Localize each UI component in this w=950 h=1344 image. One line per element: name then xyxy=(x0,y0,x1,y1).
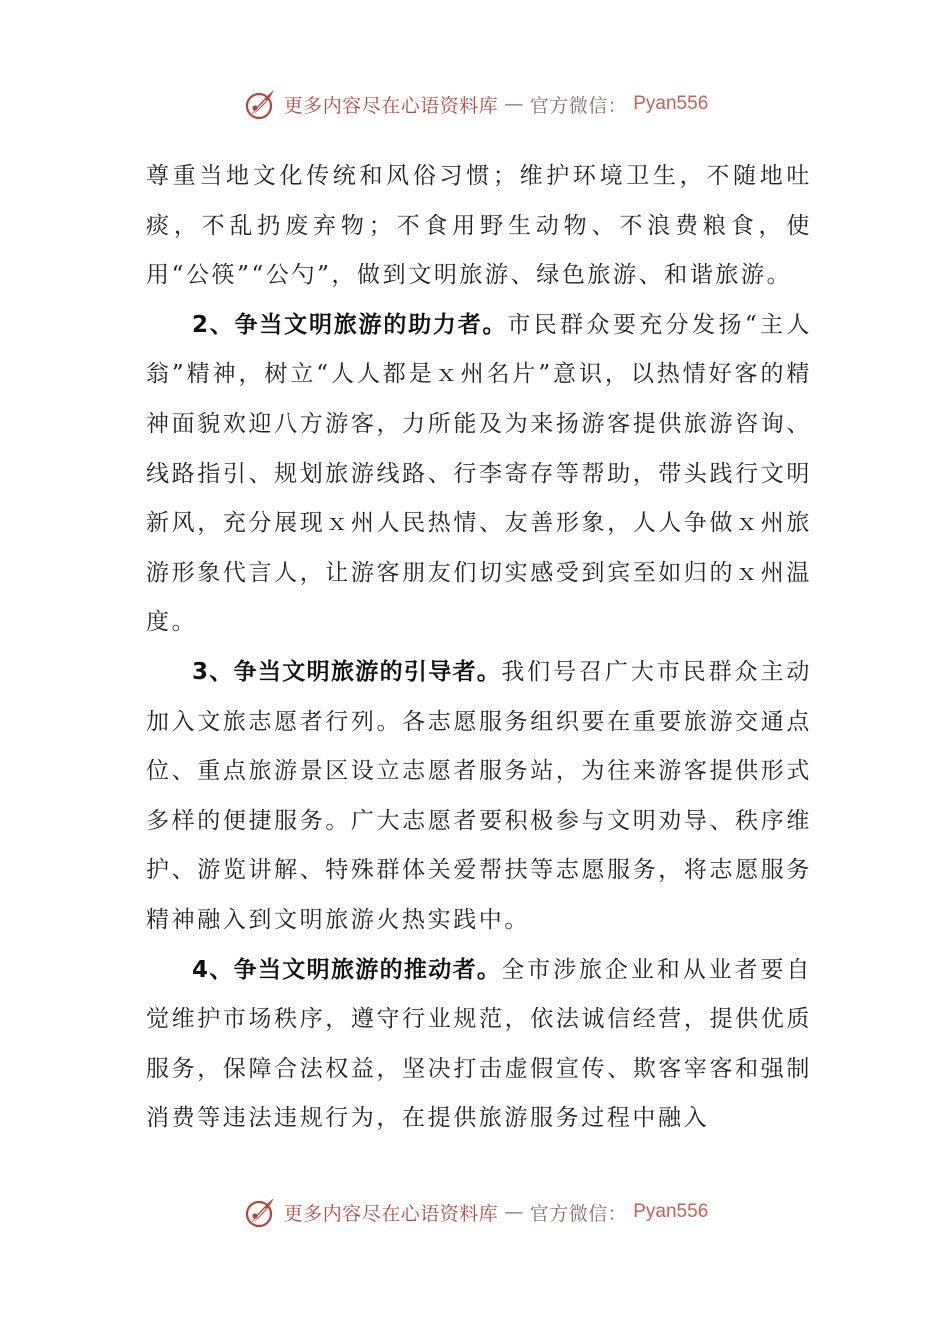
paragraph-3 xyxy=(146,648,812,946)
watermark-group xyxy=(242,1194,709,1230)
document-body xyxy=(146,152,812,1144)
paragraph-3-heading: 3、争当文明旅游的引导者。 xyxy=(192,658,502,685)
footer-watermark xyxy=(0,1192,950,1232)
paragraph-4-body: 全市涉旅企业和从业者要自觉维护市场秩序，遵守行业规范，依法诚信经营，提供优质服务，保障合法权益，坚决打击虚假宣传、欺客宰客和强制消费等违法违规行为，在提供旅游服务过程中融入 xyxy=(146,956,812,1132)
watermark-wechat-label: 官方微信： xyxy=(529,1202,628,1225)
quill-logo-icon xyxy=(242,1194,278,1230)
paragraph-2-body: 市民群众要充分发扬“主人翁”精神，树立“人人都是ｘ州名片”意识，以热情好客的精神面貌欢迎八方游客，力所能及为来扬游客提供旅游咨询、线路指引、规划旅游线路、行李寄存等帮助，带头践行文明新风，充分展现ｘ州人民热情、友善形象，人人争做ｘ州旅游形象代言人，让游客朋友们切实感受到宾至如归的ｘ州温度。 xyxy=(146,311,812,636)
watermark-separator: — xyxy=(504,1201,524,1223)
header-watermark xyxy=(0,84,950,124)
watermark-wechat-id: Pyan556 xyxy=(633,93,709,114)
watermark-wechat-label: 官方微信： xyxy=(529,94,628,117)
watermark-separator: — xyxy=(504,93,524,115)
paragraph-1 xyxy=(146,152,812,301)
watermark-wechat-id: Pyan556 xyxy=(633,1201,709,1222)
watermark-text: 更多内容尽在心语资料库 xyxy=(283,1202,499,1225)
paragraph-4 xyxy=(146,946,812,1144)
paragraph-4-heading: 4、争当文明旅游的推动者。 xyxy=(192,956,502,983)
paragraph-2-heading: 2、争当文明旅游的助力者。 xyxy=(192,311,508,338)
paragraph-3-body: 我们号召广大市民群众主动加入文旅志愿者行列。各志愿服务组织要在重要旅游交通点位、重点旅游景区设立志愿者服务站，为往来游客提供形式多样的便捷服务。广大志愿者要积极参与文明劝导、秩序维护、游览讲解、特殊群体关爱帮扶等志愿服务，将志愿服务精神融入到文明旅游火热实践中。 xyxy=(146,658,812,933)
quill-logo-icon xyxy=(242,86,278,122)
watermark-text: 更多内容尽在心语资料库 xyxy=(283,94,499,117)
paragraph-1-body: 尊重当地文化传统和风俗习惯；维护环境卫生，不随地吐痰，不乱扔废弃物；不食用野生动物、不浪费粮食，使用“公筷”“公勺”，做到文明旅游、绿色旅游、和谐旅游。 xyxy=(146,163,812,289)
paragraph-2 xyxy=(146,301,812,648)
watermark-group xyxy=(242,86,709,122)
